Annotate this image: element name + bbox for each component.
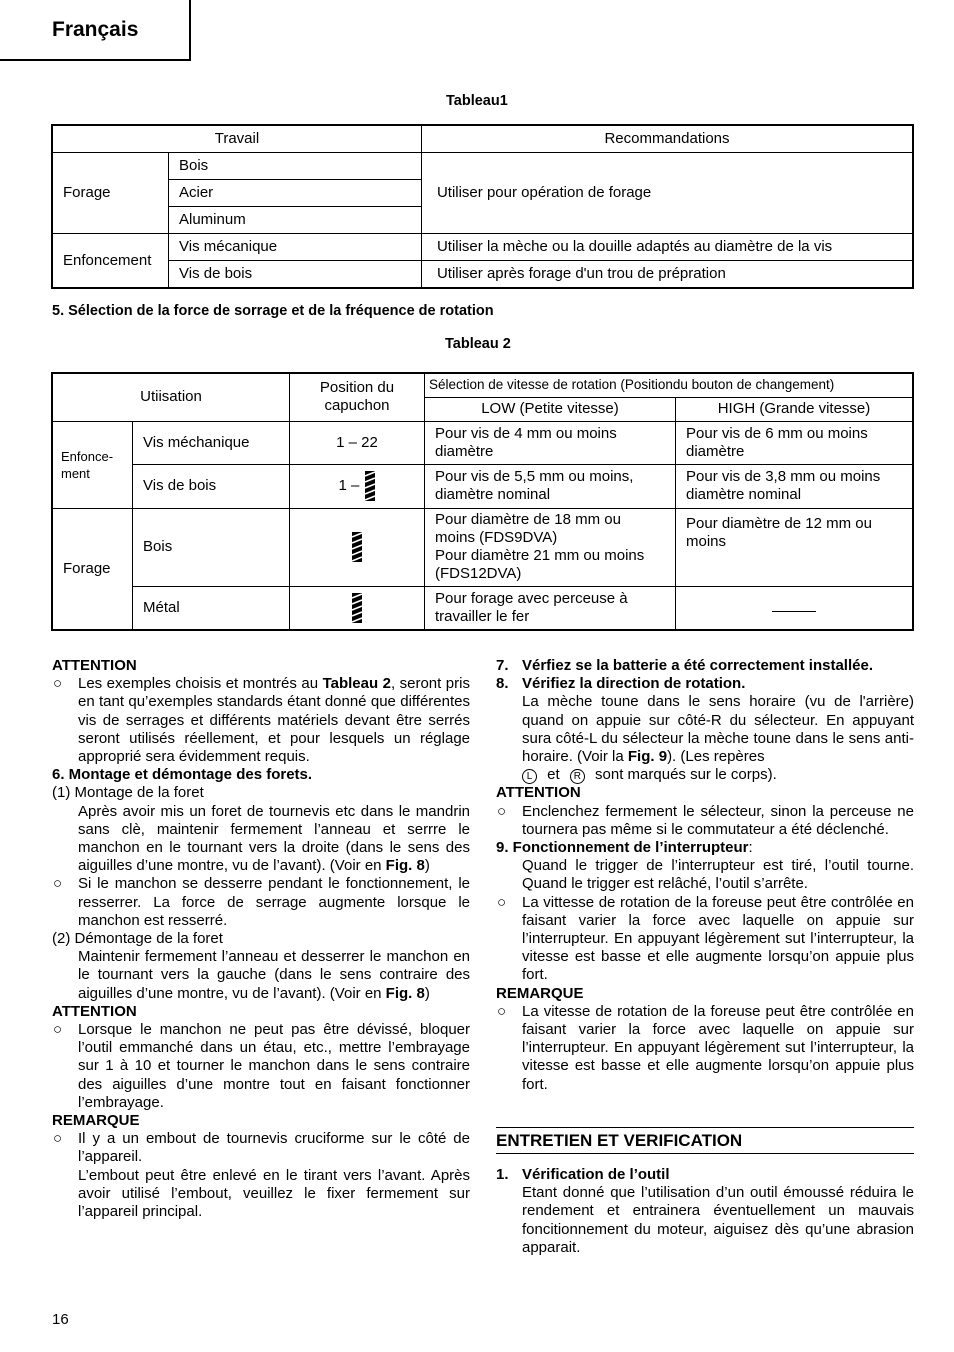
circle-bullet-icon: ○: [53, 675, 63, 693]
bullet-paragraph: [496, 1003, 914, 1094]
paragraph: [52, 948, 470, 1003]
paragraph: [496, 693, 914, 784]
rotation-l-icon: L: [522, 769, 537, 784]
low-line: Pour diamètre 21 mm ou moins (FDS12DVA): [435, 547, 645, 582]
table-ref: Tableau 2: [322, 675, 391, 693]
step-title: Vérifiez la direction de rotation.: [522, 675, 746, 693]
right-column: [496, 657, 914, 1094]
table1-item: Vis mécanique: [169, 234, 422, 261]
remarque-label: REMARQUE: [496, 984, 584, 1002]
step-7: [496, 657, 914, 675]
table2-h-position: Position du capuchon: [290, 373, 425, 421]
circle-bullet-icon: ○: [53, 1021, 63, 1039]
section-heading: ENTRETIEN ET VERIFICATION: [496, 1131, 743, 1150]
table1-caption: Tableau1: [446, 93, 508, 109]
divider: [496, 1127, 914, 1128]
text: Si le manchon se desserre pendant le fonctionnement, le resserrer. La force de serrage augmente lorsque le manchon est resserré.: [78, 875, 470, 929]
bullet-paragraph: [52, 1130, 470, 1166]
maintenance-block: [496, 1166, 914, 1257]
table2-position: [290, 508, 425, 586]
text: :: [748, 839, 753, 857]
table1-item: Bois: [169, 153, 422, 180]
table2-enfoncement: Enfonce-ment: [52, 421, 133, 508]
table2-low-cell: [425, 508, 676, 586]
table1-item: Acier: [169, 180, 422, 207]
table1-enfoncement: Enfoncement: [52, 234, 169, 289]
text: , seront pris en tant qu’exemples standards étant donné que différentes vis de serrages et différents matériels devant être serrés seront utilisés réellement, et pour lesquels un réglage approprié sera évidemment requis.: [78, 675, 470, 766]
text: La vittesse de rotation de la foreuse peut être contrôlée en faisant varier la force avec laquelle on appuie sur l’interrupteur. En appuyant légèrement sut l’interrupteur, la vitesse est basse et elle augmente lorsqu’on appuie plus fort.: [522, 893, 914, 984]
remarque-label: REMARQUE: [52, 1112, 140, 1130]
table2-caption: Tableau 2: [445, 336, 511, 352]
divider: [496, 1153, 914, 1154]
table1-header-travail: Travail: [52, 125, 421, 153]
circle-bullet-icon: ○: [497, 1002, 507, 1020]
circle-bullet-icon: ○: [497, 893, 507, 911]
table2-h-low: LOW (Petite vitesse): [425, 397, 676, 421]
table2-h-high: HIGH (Grande vitesse): [676, 397, 914, 421]
language-tab: [0, 0, 191, 61]
step-title: Vérfiez se la batterie a été correctement installée.: [522, 657, 873, 674]
paragraph: Quand le trigger de l’interrupteur est tiré, l’outil tourne. Quand le trigger est relâché, l’outil s’arrête.: [522, 857, 914, 893]
table2-low-cell: Pour forage avec perceuse à travailler le fer: [425, 586, 676, 630]
left-column: [52, 657, 470, 1221]
bullet-paragraph: [496, 803, 914, 839]
table2: [51, 372, 914, 631]
bullet-paragraph: [52, 875, 470, 930]
table2-position: [290, 586, 425, 630]
table2-position: [290, 464, 425, 508]
text: ). (Les repères: [667, 748, 765, 766]
step-number: 7.: [496, 657, 509, 674]
rotation-r-icon: R: [570, 769, 585, 784]
table1: [51, 124, 914, 289]
text: Enclenchez fermement le sélecteur, sinon la perceuse ne tournera pas même si le commutateur a été déclenché.: [522, 802, 914, 838]
table2-position: 1 – 22: [290, 421, 425, 464]
table2-row-label: Vis de bois: [133, 464, 290, 508]
text: Les exemples choisis et montrés au: [78, 675, 323, 693]
paragraph: L’embout peut être enlevé en le tirant vers l’avant. Après avoir utilisé l’embout, veuillez le fixer fermement sur l’appareil principal.: [78, 1166, 470, 1221]
table1-enf-reco: Utiliser la mèche ou la douille adaptés au diamètre de la vis: [421, 234, 913, 261]
text: et: [547, 766, 560, 784]
text: 9. Fonctionnement de l’interrupteur: [496, 839, 749, 857]
table2-row-label: Bois: [133, 508, 290, 586]
section-5-title: 5. Sélection de la force de sorrage et de la fréquence de rotation: [52, 303, 494, 319]
language-label: Français: [52, 18, 139, 41]
bullet-paragraph: [52, 1021, 470, 1112]
subsection-title: (1) Montage de la foret: [52, 784, 204, 802]
text: La mèche toune dans le sens horaire (vu de l'arrière) quand on appuie sur côté-R du sélecteur. En appuyant sura côté-L du sélecteur la mèche toune dans le sens anti-horaire. (Voir la: [522, 693, 914, 766]
subsection-title: (2) Démontage de la foret: [52, 930, 223, 948]
fig-ref: Fig. 8: [385, 984, 425, 1002]
text: Il y a un embout de tournevis cruciforme sur le côté de l’appareil.: [78, 1130, 470, 1166]
table1-header-recommandations: Recommandations: [421, 125, 913, 153]
page-number: 16: [52, 1311, 69, 1328]
attention-label: ATTENTION: [52, 1002, 137, 1020]
table2-high-cell: Pour vis de 3,8 mm ou moins diamètre nominal: [676, 464, 914, 508]
attention-label: ATTENTION: [52, 657, 137, 674]
text: Lorsque le manchon ne peut pas être dévissé, bloquer l’outil emmanché dans un étau, etc., mettre l’embrayage sur 1 à 10 et tourner le manchon dans le sens contraire des aiguilles d’une montre tout en faisant fonctionner l’embrayage.: [78, 1021, 470, 1111]
paragraph: Etant donné que l’utilisation d’un outil émoussé réduira le rendement et entrainera éventuellement un mauvais foncitionnement du moteur, aiguisez dès qu’une abrasion apparait.: [522, 1184, 914, 1256]
attention-bullet: [52, 675, 470, 766]
low-line: Pour diamètre de 18 mm ou moins (FDS9DVA): [435, 511, 621, 546]
table1-forage-reco: Utiliser pour opération de forage: [421, 153, 913, 234]
drill-bit-icon: [364, 470, 376, 502]
step-1: [496, 1166, 914, 1184]
table2-row-label: Métal: [133, 586, 290, 630]
fig-ref: Fig. 8: [385, 857, 425, 875]
table2-h-selection: Sélection de vitesse de rotation (Positiondu bouton de changement): [425, 373, 914, 397]
fig-ref: Fig. 9: [627, 748, 668, 766]
attention-label: ATTENTION: [496, 784, 581, 802]
circle-bullet-icon: ○: [53, 875, 63, 893]
table2-forage: Forage: [52, 508, 133, 630]
table1-item: Vis de bois: [169, 261, 422, 289]
section-9-title: [496, 839, 914, 857]
table2-low-cell: Pour vis de 4 mm ou moins diamètre: [425, 421, 676, 464]
step-title: Vérification de l’outil: [522, 1166, 670, 1183]
section-6-title: 6. Montage et démontage des forets.: [52, 766, 313, 784]
table1-item: Aluminum: [169, 207, 422, 234]
position-text: 1 –: [338, 476, 360, 494]
circle-bullet-icon: ○: [53, 1130, 63, 1148]
table2-row-label: Vis méchanique: [133, 421, 290, 464]
drill-bit-icon: [351, 592, 363, 624]
empty-dash: [772, 611, 816, 612]
table2-h-utilisation: Utiisation: [52, 373, 290, 421]
text: sont marqués sur le corps).: [595, 766, 777, 784]
table1-forage: Forage: [52, 153, 169, 234]
text: Maintenir fermement l’anneau et desserrer le manchon en le tournant vers la gauche (dans le sens contraire des aiguilles d’une montre, vu de l’avant). (Voir en: [78, 948, 470, 1002]
step-number: 1.: [496, 1166, 509, 1183]
step-number: 8.: [496, 675, 509, 693]
text: ): [424, 984, 430, 1002]
table2-high-cell: Pour vis de 6 mm ou moins diamètre: [676, 421, 914, 464]
table2-high-cell: Pour diamètre de 12 mm ou moins: [676, 508, 914, 586]
drill-bit-icon: [351, 531, 363, 563]
circle-bullet-icon: ○: [497, 802, 507, 820]
step-8: [496, 675, 914, 693]
text: ): [424, 857, 430, 875]
table1-enf-reco: Utiliser après forage d'un trou de prépration: [421, 261, 913, 289]
paragraph: [52, 803, 470, 876]
text: Après avoir mis un foret de tournevis etc dans le mandrin sans clè, maintenir fermement l’anneau et serrre le manchon en le tournant vers la droite (dans le sens des aiguilles d’une montre, vu de l’avant). (Voir en: [78, 802, 470, 875]
table2-low-cell: Pour vis de 5,5 mm ou moins, diamètre nominal: [425, 464, 676, 508]
table2-high-cell: [676, 586, 914, 630]
text: La vitesse de rotation de la foreuse peut être contrôlée en faisant varier la force avec laquelle on appuie sur l’interrupteur. En appuyant légèrement sut l’interrupteur, la vitesse est basse et elle augmente lorsqu’on appuie plus fort.: [522, 1002, 914, 1093]
bullet-paragraph: [496, 894, 914, 985]
